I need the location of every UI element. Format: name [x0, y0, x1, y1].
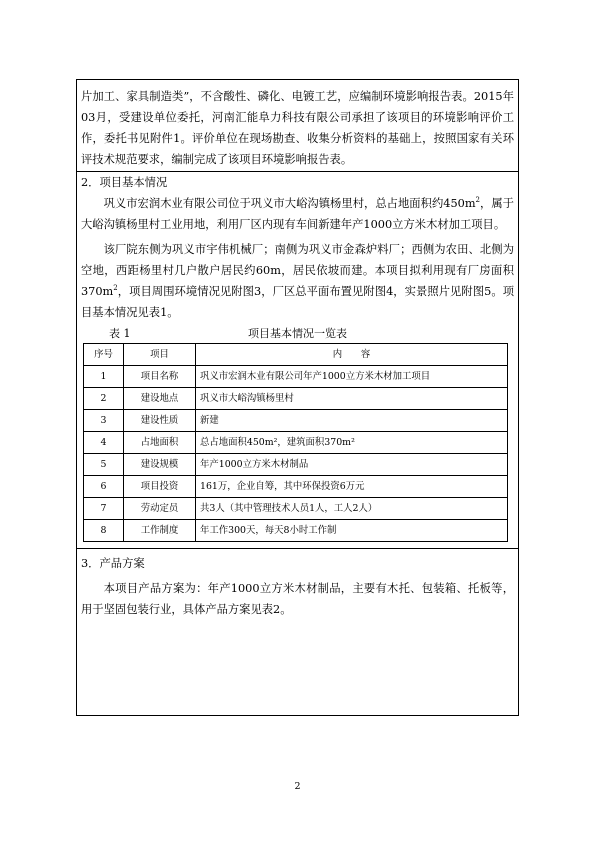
row-item: 占地面积	[124, 432, 196, 454]
row-item: 项目投资	[124, 476, 196, 498]
row-item: 劳动定员	[124, 498, 196, 520]
row-no: 1	[84, 366, 124, 388]
row-item: 建设性质	[124, 410, 196, 432]
section-2-paragraph-2	[81, 239, 514, 323]
table-row	[84, 388, 508, 410]
row-content: 共3人（其中管理技术人员1人，工人2人）	[196, 498, 508, 520]
para1-text-b: ，属于大峪沟镇杨里村工业用地，利用厂区内现有车间新建年产1000立方米木材加工项目。	[81, 197, 514, 231]
row-content: 巩义市宏润木业有限公司年产1000立方米木材加工项目	[196, 366, 508, 388]
table-row	[84, 476, 508, 498]
table-1-title: 项目基本情况一览表	[248, 327, 347, 340]
table-row	[84, 520, 508, 542]
table-header-row	[84, 344, 508, 366]
para2-text-a: 该厂院东侧为巩义市宇伟机械厂；南侧为巩义市金森炉料厂；西侧为农田、北侧为空地，西距杨里村几户散户居民约60m，居民依坡而建。本项目拟利用现有厂房面积370m	[81, 243, 514, 298]
table-row	[84, 366, 508, 388]
row-no: 2	[84, 388, 124, 410]
row-no: 3	[84, 410, 124, 432]
table-row	[84, 454, 508, 476]
row-item: 建设规模	[124, 454, 196, 476]
table-row	[84, 432, 508, 454]
table-row	[84, 498, 508, 520]
row-content: 年产1000立方米木材制品	[196, 454, 508, 476]
section-2-paragraph-1	[81, 193, 514, 235]
para2-text-b: ，项目周围环境情况见附图3，厂区总平面布置见附图4，实景照片见附图5。项目基本情况见表1。	[81, 285, 514, 319]
row-item: 建设地点	[124, 388, 196, 410]
row-no: 8	[84, 520, 124, 542]
row-no: 7	[84, 498, 124, 520]
intro-paragraph: 片加工、家具制造类”，不含酸性、磷化、电镀工艺，应编制环境影响报告表。2015年03月，受建设单位委托，河南汇能阜力科技有限公司承担了该项目的环境影响评价工作，委托书见附件1。评价单位在现场勘查、收集分析资料的基础上，按照国家有关环评技术规范要求，编制完成了该项目环境影响报告表。	[81, 90, 514, 166]
para1-sup: 2	[475, 196, 481, 205]
section-divider	[77, 548, 518, 549]
row-item: 项目名称	[124, 366, 196, 388]
content-frame	[76, 79, 519, 716]
content-body	[81, 86, 514, 620]
row-content: 新建	[196, 410, 508, 432]
row-no: 4	[84, 432, 124, 454]
header-item: 项目	[124, 344, 196, 366]
row-content: 巩义市大峪沟镇杨里村	[196, 388, 508, 410]
page-number: 2	[294, 781, 301, 792]
row-item: 工作制度	[124, 520, 196, 542]
header-content: 内 容	[196, 344, 508, 366]
row-no: 6	[84, 476, 124, 498]
table-1-number: 表 1	[109, 327, 131, 340]
header-no: 序号	[84, 344, 124, 366]
table-1-caption	[81, 325, 514, 343]
section-2-heading: 2．项目基本情况	[81, 176, 168, 189]
row-content: 161万，企业自筹，其中环保投资6万元	[196, 476, 508, 498]
section-3-paragraph: 本项目产品方案为：年产1000立方米木材制品，主要有木托、包装箱、托板等，用于坚固包装行业，具体产品方案见表2。	[81, 582, 514, 616]
row-content: 年工作300天，每天8小时工作制	[196, 520, 508, 542]
project-info-table	[83, 343, 508, 542]
table-row	[84, 410, 508, 432]
para2-sup: 2	[113, 284, 118, 293]
section-3-heading: 3．产品方案	[81, 557, 145, 570]
row-no: 5	[84, 454, 124, 476]
para1-text-a: 巩义市宏润木业有限公司位于巩义市大峪沟镇杨里村，总占地面积约450m	[103, 197, 476, 210]
row-content: 总占地面积450m²，建筑面积370m²	[196, 432, 508, 454]
